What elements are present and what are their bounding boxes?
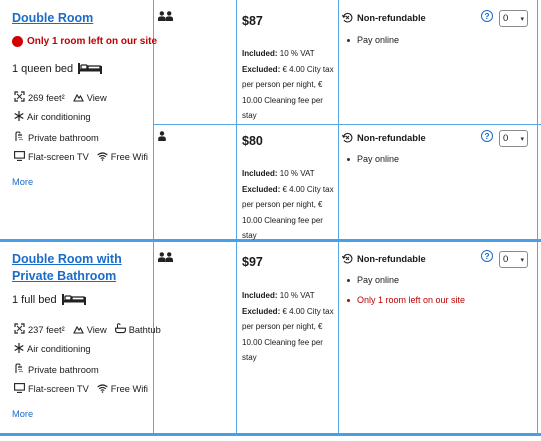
- chevron-down-icon: ▾: [520, 15, 524, 23]
- column-divider: [236, 0, 237, 436]
- column-divider: [338, 0, 339, 436]
- bed-type-text: 1 full bed: [12, 293, 57, 306]
- room-name-link[interactable]: Double Room: [12, 11, 94, 25]
- condition-text: Only 1 room left on our site: [357, 295, 466, 305]
- room-quantity-select[interactable]: [499, 130, 528, 147]
- wifi-icon: [97, 152, 108, 163]
- shower-icon: [14, 363, 25, 376]
- help-icon[interactable]: ?: [481, 130, 493, 142]
- refund-icon: [342, 12, 353, 23]
- room-divider: [0, 433, 541, 436]
- bathroom-feature: Private bathroom: [28, 364, 99, 375]
- policy-row: [342, 253, 426, 264]
- tv-feature: Flat-screen TV: [28, 152, 89, 162]
- refund-icon: [342, 253, 353, 264]
- two-person-icon: [158, 11, 173, 21]
- chevron-down-icon: ▾: [520, 135, 524, 143]
- tv-icon: [14, 383, 25, 395]
- view-icon: [73, 92, 84, 104]
- bathroom-feature-row: [14, 363, 99, 376]
- refund-icon: [342, 132, 353, 143]
- included-text: 10 % VAT: [279, 49, 315, 58]
- condition-text: Pay online: [357, 275, 400, 285]
- tax-info: [242, 46, 337, 124]
- room-size: 269 feet²: [28, 92, 65, 103]
- included-text: 10 % VAT: [279, 169, 315, 178]
- row-divider: [153, 124, 541, 125]
- policy-text: Non-refundable: [357, 132, 426, 143]
- excluded-text: € 4.00 City tax per person per night, € 10.00 Cleaning fee per stay: [242, 306, 334, 362]
- policy-text: Non-refundable: [357, 12, 426, 23]
- excluded-text: € 4.00 City tax per person per night, € 10.00 Cleaning fee per stay: [242, 64, 334, 120]
- scarcity-condition-item: [347, 295, 465, 305]
- policy-row: [342, 132, 426, 143]
- tax-info: [242, 288, 337, 366]
- view-feature: View: [86, 324, 107, 335]
- bathroom-feature: Private bathroom: [28, 132, 99, 143]
- bed-icon: [77, 62, 103, 75]
- view-icon: [73, 324, 84, 336]
- aircon-feature: Air conditioning: [27, 112, 91, 122]
- shower-icon: [14, 131, 25, 144]
- bathtub-icon: [115, 323, 126, 336]
- alert-dot-icon: [12, 36, 23, 47]
- option-price: $87: [242, 14, 263, 28]
- tv-icon: [14, 151, 25, 163]
- selected-quantity: 0: [503, 13, 509, 24]
- bathtub-feature: Bathtub: [128, 324, 161, 335]
- view-feature: View: [86, 92, 107, 103]
- aircon-feature: Air conditioning: [27, 344, 91, 354]
- room-features: [14, 91, 107, 104]
- tv-wifi-feature-row: [14, 383, 148, 395]
- snowflake-icon: [14, 343, 24, 355]
- bed-type-text: 1 queen bed: [12, 62, 74, 75]
- wifi-feature: Free Wifi: [110, 384, 148, 394]
- aircon-feature-row: [14, 111, 91, 123]
- two-person-icon: [158, 252, 173, 262]
- bed-icon: [61, 293, 87, 306]
- condition-text: Pay online: [357, 35, 400, 45]
- selected-quantity: 0: [503, 133, 509, 144]
- excluded-text: € 4.00 City tax per person per night, € 10.00 Cleaning fee per stay: [242, 184, 334, 240]
- included-label: Included:: [242, 291, 278, 300]
- selected-quantity: 0: [503, 254, 509, 265]
- room-quantity-select[interactable]: [499, 251, 528, 268]
- snowflake-icon: [14, 111, 24, 123]
- room-size: 237 feet²: [28, 324, 65, 335]
- excluded-label: Excluded:: [242, 184, 281, 194]
- chevron-down-icon: ▾: [520, 256, 524, 264]
- option-price: $97: [242, 255, 263, 269]
- condition-item: [347, 35, 399, 45]
- column-divider: [537, 0, 538, 436]
- excluded-label: Excluded:: [242, 306, 281, 316]
- tv-feature: Flat-screen TV: [28, 384, 89, 394]
- room-quantity-select[interactable]: [499, 10, 528, 27]
- excluded-label: Excluded:: [242, 64, 281, 74]
- room-name-link[interactable]: Double Room with Private Bathroom: [12, 252, 122, 283]
- help-icon[interactable]: ?: [481, 250, 493, 262]
- column-divider: [153, 0, 154, 436]
- option-price: $80: [242, 134, 263, 148]
- bathroom-feature-row: [14, 131, 99, 144]
- policy-text: Non-refundable: [357, 253, 426, 264]
- condition-text: Pay online: [357, 154, 400, 164]
- included-label: Included:: [242, 169, 278, 178]
- room-size-icon: [14, 91, 25, 104]
- bed-type: [12, 293, 87, 306]
- more-details-link[interactable]: More: [12, 177, 34, 187]
- wifi-icon: [97, 384, 108, 395]
- wifi-feature: Free Wifi: [110, 152, 148, 162]
- condition-item: [347, 154, 399, 164]
- condition-item: [347, 275, 399, 285]
- included-label: Included:: [242, 49, 278, 58]
- scarcity-text: Only 1 room left on our site: [27, 36, 158, 47]
- tax-info: [242, 166, 337, 244]
- policy-row: [342, 12, 426, 23]
- scarcity-message: [12, 36, 157, 47]
- included-text: 10 % VAT: [279, 291, 315, 300]
- one-person-icon: [158, 131, 166, 141]
- help-icon[interactable]: ?: [481, 10, 493, 22]
- more-details-link[interactable]: More: [12, 409, 34, 419]
- tv-wifi-feature-row: [14, 151, 148, 163]
- room-size-icon: [14, 323, 25, 336]
- bed-type: [12, 62, 103, 75]
- room-features: [14, 323, 161, 336]
- aircon-feature-row: [14, 343, 91, 355]
